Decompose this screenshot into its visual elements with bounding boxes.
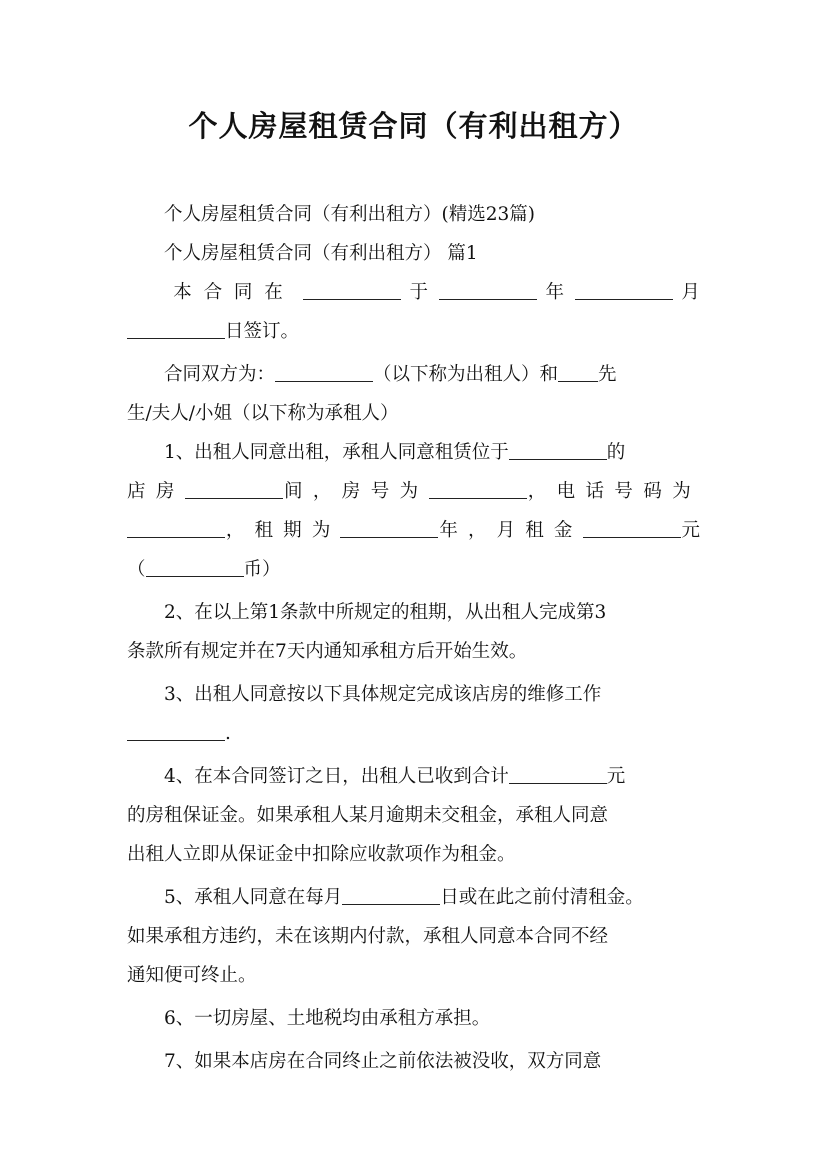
signing-line: 本合同在 于 年 月: [173, 282, 700, 303]
blank-phone: [127, 519, 225, 539]
blank-place: [303, 281, 401, 301]
blank-pay-day: [342, 886, 440, 906]
blank-repair: [127, 722, 225, 742]
parties-line-2: 生/夫人/小姐（以下称为承租人）: [127, 403, 399, 424]
blank-term: [340, 519, 438, 539]
clause-3-line-2: .: [127, 714, 700, 753]
clause-5-line-2: 如果承租方违约，未在该期内付款，承租人同意本合同不经: [127, 926, 609, 947]
clause-1-line-2: 店房 间，房号为 ，电话号码为: [127, 481, 700, 502]
clause-1-line-3: ，租期为 年，月租金 元: [127, 511, 700, 550]
clause-2-line-1: 2、在以上第1条款中所规定的租期，从出租人完成第3: [164, 602, 607, 623]
blank-lessee: [558, 363, 598, 383]
clause-4-line-2: 的房租保证金。如果承租人某月逾期未交租金，承租人同意: [127, 805, 609, 826]
blank-day: [127, 320, 225, 340]
clause-1-line-1: 1、出租人同意出租，承租人同意租赁位于 的: [164, 442, 626, 463]
document-body: [127, 195, 700, 1081]
parties-line: 合同双方为： （以下称为出租人）和 先: [164, 364, 617, 385]
blank-rooms: [185, 480, 283, 500]
blank-year: [439, 281, 537, 301]
blank-rent: [583, 519, 681, 539]
blank-lessor: [275, 363, 373, 383]
clause-5-line-1: 5、承租人同意在每月 日或在此之前付清租金。: [164, 887, 644, 908]
clause-5-line-3: 通知便可终止。: [127, 965, 257, 986]
section-heading: 个人房屋租赁合同（有利出租方） 篇1: [164, 243, 478, 264]
blank-month: [575, 281, 673, 301]
document-title: 个人房屋租赁合同（有利出租方）: [188, 109, 639, 143]
clause-7-line-1: 7、如果本店房在合同终止之前依法被没收，双方同意: [164, 1051, 602, 1072]
clause-2-line-2: 条款所有规定并在7天内通知承租方后开始生效。: [127, 641, 528, 662]
signing-line-2: 日签订。: [127, 312, 700, 351]
subtitle-line: 个人房屋租赁合同（有利出租方）(精选23篇): [164, 204, 535, 225]
clause-4-line-1: 4、在本合同签订之日，出租人已收到合计 元: [164, 766, 626, 787]
blank-deposit: [509, 765, 607, 785]
blank-room-number: [429, 480, 527, 500]
clause-3-line-1: 3、出租人同意按以下具体规定完成该店房的维修工作: [164, 684, 602, 705]
blank-currency: [146, 558, 244, 578]
blank-location: [509, 441, 607, 461]
clause-1-line-4: （ 币）: [127, 559, 281, 580]
clause-4-line-3: 出租人立即从保证金中扣除应收款项作为租金。: [127, 844, 516, 865]
clause-6-line-1: 6、一切房屋、土地税均由承租方承担。: [164, 1008, 491, 1029]
